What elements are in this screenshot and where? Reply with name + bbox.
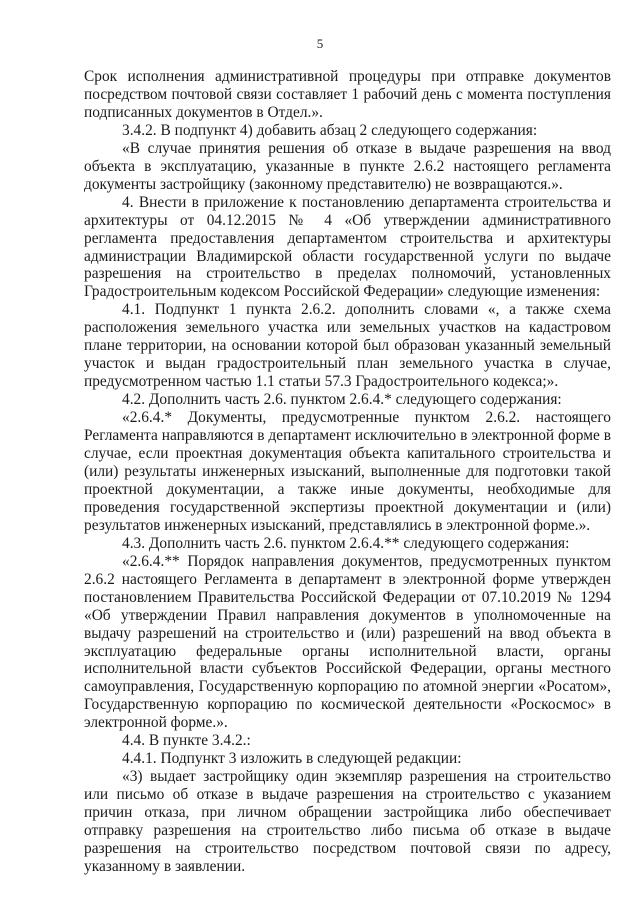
paragraph-refusal-quote: «В случае принятия решения об отказе в выдаче разрешения на ввод объекта в эксплуатацию, указанные в пункте 2.6.2 настоящего регламента документы застройщику (законному представителю) не возвращаются.». <box>84 139 611 193</box>
paragraph-2-6-4-star: «2.6.4.* Документы, предусмотренные пунктом 2.6.2. настоящего Регламента направляются в департамент исключительно в электронной форме в случае, если проектная документация объекта капитального строительства и (или) результаты инженерных изысканий, выполненные для подготовки такой проектной документации, а также иные документы, необходимые для проведения государственной экспертизы проектной документации и (или) результатов инженерных изысканий, представлялись в электронной форме.». <box>84 409 611 534</box>
paragraph-procedure-term: Срок исполнения административной процедуры при отправке документов посредством почтовой связи составляет 1 рабочий день с момента поступления подписанных документов в Отдел.». <box>84 68 611 121</box>
paragraph-4-4-1: 4.4.1. Подпункт 3 изложить в следующей редакции: <box>122 750 462 768</box>
document-body <box>84 68 611 876</box>
paragraph-4-3: 4.3. Дополнить часть 2.6. пунктом 2.6.4.** следующего содержания: <box>122 534 570 552</box>
paragraph-4-2: 4.2. Дополнить часть 2.6. пунктом 2.6.4.* следующего содержания: <box>122 391 562 409</box>
paragraph-item-4: 4. Внести в приложение к постановлению департамента строительства и архитектуры от 04.12.2015 № 4 «Об утверждении административного регламента предоставления департаментом строительства и архитектуры администрации Владимирской области государственной услуги по выдаче разрешения на строительство в пределах полномочий, установленных Градостроительным кодексом Российской Федерации» следующие изменения: <box>84 193 611 301</box>
paragraph-subitem-3-quote: «3) выдает застройщику один экземпляр разрешения на строительство или письмо об отказе в выдаче разрешения на строительство с указанием причин отказа, при личном обращении застройщика либо обеспечивает отправку разрешения на строительство либо письма об отказе в выдаче разрешения на строительство посредством почтовой связи по адресу, указанному в заявлении. <box>84 768 611 875</box>
paragraph-3-4-2: 3.4.2. В подпункт 4) добавить абзац 2 следующего содержания: <box>122 121 538 139</box>
paragraph-4-4: 4.4. В пункте 3.4.2.: <box>122 732 251 750</box>
page-number: 5 <box>316 36 324 51</box>
paragraph-4-1: 4.1. Подпункт 1 пункта 2.6.2. дополнить словами «, а также схема расположения земельного участка или земельных участков на кадастровом плане территории, на основании которой был образован указанный земельный участок и выдан градостроительный план земельного участка в случае, предусмотренном частью 1.1 статьи 57.3 Градостроительного кодекса;». <box>84 301 611 391</box>
paragraph-2-6-4-double-star: «2.6.4.** Порядок направления документов, предусмотренных пунктом 2.6.2 настоящего Регламента в департамент в электронной форме утвержден постановлением Правительства Российской Федерации от 07.10.2019 № 1294 «Об утверждении Правил направления документов в уполномоченные на выдачу разрешений на строительство и (или) разрешений на ввод объекта в эксплуатацию федеральные органы исполнительной власти, органы исполнительной власти субъектов Российской Федерации, органы местного самоуправления, Государственную корпорацию по атомной энергии «Росатом», Государственную корпорацию по космической деятельности «Роскосмос» в электронной форме.». <box>84 552 611 732</box>
